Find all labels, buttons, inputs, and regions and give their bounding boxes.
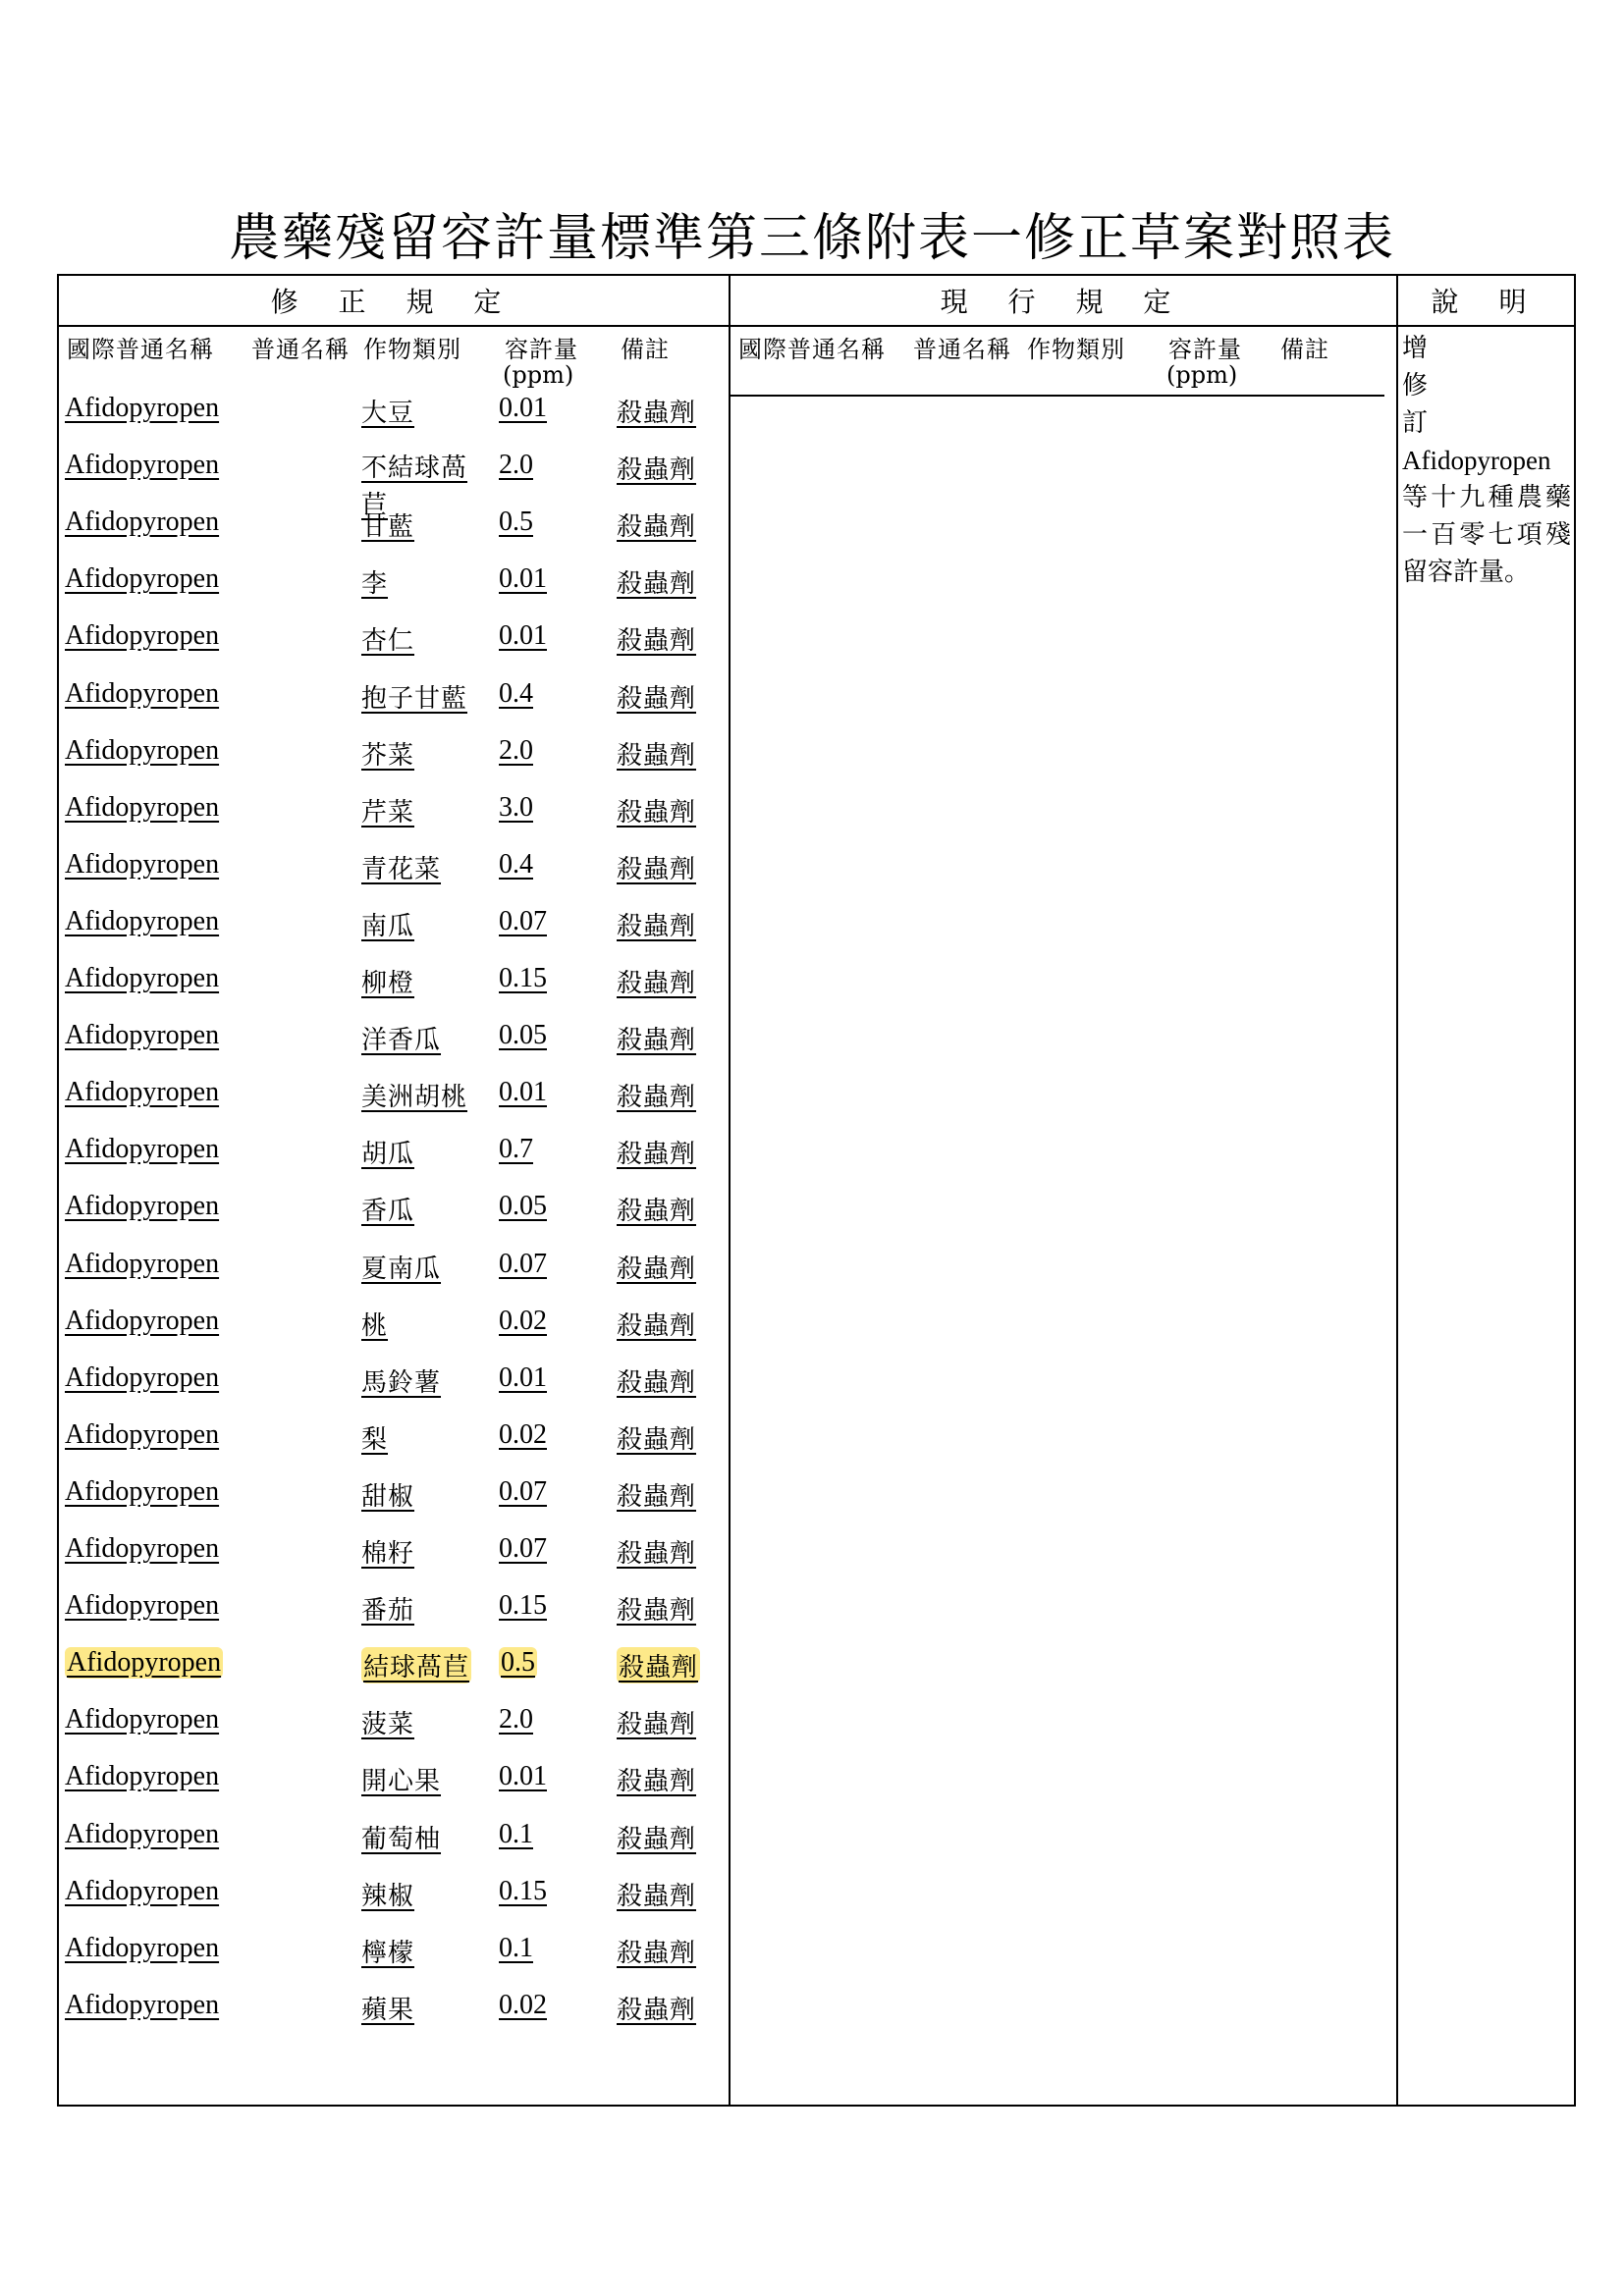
- tolerance-cell: 0.1: [499, 1818, 533, 1849]
- table-row: [0, 1191, 727, 1242]
- table-row: [0, 963, 727, 1014]
- current-columns-rule: [731, 395, 1384, 397]
- remarks-cell: 殺蟲劑: [617, 455, 697, 486]
- table-row: [0, 1077, 727, 1128]
- table-row: [0, 1362, 727, 1414]
- section-header-current: 現 行 規 定: [940, 286, 1187, 318]
- remarks-cell: 殺蟲劑: [617, 1824, 697, 1854]
- table-row: [0, 849, 727, 900]
- tolerance-cell: 0.1: [499, 1932, 533, 1963]
- intl-name-cell: Afidopyropen: [65, 1932, 220, 1963]
- tolerance-cell: 0.5: [499, 507, 533, 538]
- revised-col-common-name: 普通名稱: [251, 336, 350, 363]
- remarks-cell: 殺蟲劑: [617, 569, 697, 600]
- crop-category-cell: 芹菜: [361, 797, 415, 828]
- crop-category-cell: 梨: [361, 1424, 389, 1455]
- table-row: [0, 1533, 727, 1584]
- remarks-cell: 殺蟲劑: [617, 1140, 697, 1170]
- remarks-cell: 殺蟲劑: [617, 1881, 697, 1911]
- crop-category-cell: 芥菜: [361, 740, 415, 771]
- revised-col-remarks: 備註: [621, 336, 670, 363]
- remarks-cell: 殺蟲劑: [617, 1197, 697, 1227]
- crop-category-cell: 辣椒: [361, 1881, 415, 1911]
- table-row: [0, 1647, 727, 1698]
- crop-category-cell: 桃: [361, 1310, 389, 1341]
- tolerance-cell: 0.4: [499, 848, 533, 880]
- intl-name-cell: Afidopyropen: [65, 1362, 220, 1393]
- intl-name-cell: Afidopyropen: [65, 393, 220, 423]
- intl-name-cell: Afidopyropen: [65, 1191, 220, 1222]
- current-col-tolerance: 容許量: [1168, 336, 1242, 363]
- tolerance-cell: 0.01: [499, 393, 547, 423]
- intl-name-cell: Afidopyropen: [65, 848, 220, 880]
- intl-name-cell: Afidopyropen: [65, 563, 220, 595]
- crop-category-cell: 李: [361, 569, 389, 600]
- tolerance-cell: 0.07: [499, 1248, 547, 1279]
- remarks-cell: 殺蟲劑: [617, 399, 697, 428]
- remarks-cell: 殺蟲劑: [617, 1647, 700, 1683]
- tolerance-cell: 0.01: [499, 563, 547, 595]
- intl-name-cell: Afidopyropen: [65, 734, 220, 766]
- tolerance-cell: 0.02: [499, 1305, 547, 1336]
- intl-name-cell: Afidopyropen: [65, 905, 220, 936]
- remarks-cell: 殺蟲劑: [617, 512, 697, 543]
- intl-name-cell: Afidopyropen: [65, 1989, 220, 2020]
- table-row: [0, 678, 727, 729]
- intl-name-cell: Afidopyropen: [65, 677, 220, 709]
- intl-name-cell: Afidopyropen: [65, 791, 220, 823]
- table-row: [0, 1990, 727, 2041]
- tolerance-cell: 0.15: [499, 1590, 547, 1622]
- intl-name-cell: Afidopyropen: [65, 1418, 220, 1450]
- intl-name-cell: Afidopyropen: [65, 1704, 220, 1735]
- section-header-revised: 修 正 規 定: [270, 286, 517, 318]
- intl-name-cell: Afidopyropen: [65, 450, 220, 481]
- tolerance-cell: 0.4: [499, 677, 533, 709]
- crop-category-cell: 南瓜: [361, 911, 415, 941]
- tolerance-cell: 0.5: [501, 1647, 535, 1679]
- intl-name-cell: Afidopyropen: [65, 1305, 220, 1336]
- crop-category-cell: 蘋果: [361, 1995, 415, 2025]
- crop-category-cell: 葡萄柚: [361, 1824, 442, 1854]
- remarks-cell: 殺蟲劑: [617, 626, 697, 657]
- intl-name-cell: Afidopyropen: [65, 1761, 220, 1792]
- remarks-cell: 殺蟲劑: [617, 854, 697, 884]
- intl-name-cell: Afidopyropen: [65, 1590, 220, 1622]
- remarks-cell: 殺蟲劑: [617, 1995, 697, 2025]
- remarks-cell: 殺蟲劑: [617, 1710, 697, 1740]
- table-row: [0, 507, 727, 558]
- tolerance-cell: 0.15: [499, 1875, 547, 1906]
- remarks-cell: 殺蟲劑: [617, 1310, 697, 1341]
- table-row: [0, 1819, 727, 1870]
- crop-category-cell: 抱子甘藍: [361, 683, 468, 714]
- crop-category-cell: 結球萵苣: [361, 1647, 471, 1683]
- intl-name-cell: Afidopyropen: [65, 1875, 220, 1906]
- current-col-remarks: 備註: [1280, 336, 1329, 363]
- remarks-cell: 殺蟲劑: [617, 683, 697, 714]
- intl-name-cell: Afidopyropen: [65, 963, 220, 993]
- explanation-text: [1402, 330, 1571, 591]
- remarks-cell: 殺蟲劑: [617, 1424, 697, 1455]
- table-row: [0, 792, 727, 843]
- revised-col-crop-category: 作物類別: [363, 336, 461, 363]
- tolerance-cell: 0.07: [499, 905, 547, 936]
- intl-name-cell: Afidopyropen: [65, 1818, 220, 1849]
- column-divider-current-explanation: [1396, 274, 1398, 2107]
- current-col-tolerance-unit: (ppm): [1166, 361, 1238, 389]
- crop-category-cell: 柳橙: [361, 969, 415, 998]
- crop-category-cell: 夏南瓜: [361, 1254, 442, 1284]
- crop-category-cell: 青花菜: [361, 854, 442, 884]
- tolerance-cell: 0.15: [499, 963, 547, 993]
- crop-category-cell: 番茄: [361, 1596, 415, 1627]
- table-row: [0, 620, 727, 671]
- table-row: [0, 1306, 727, 1357]
- crop-category-cell: 甘藍: [361, 512, 415, 543]
- tolerance-cell: 0.05: [499, 1191, 547, 1222]
- tolerance-cell: 3.0: [499, 791, 533, 823]
- tolerance-cell: 0.01: [499, 620, 547, 652]
- tolerance-cell: 2.0: [499, 1704, 533, 1735]
- table-row: [0, 1020, 727, 1071]
- intl-name-cell: Afidopyropen: [65, 620, 220, 652]
- remarks-cell: 殺蟲劑: [617, 740, 697, 771]
- tolerance-cell: 0.01: [499, 1362, 547, 1393]
- tolerance-cell: 0.01: [499, 1077, 547, 1108]
- tolerance-cell: 0.07: [499, 1475, 547, 1507]
- revised-col-tolerance: 容許量: [505, 336, 578, 363]
- crop-category-cell: 馬鈴薯: [361, 1367, 442, 1398]
- crop-category-cell: 美洲胡桃: [361, 1083, 468, 1113]
- remarks-cell: 殺蟲劑: [617, 1481, 697, 1512]
- section-header-explanation: 說 明: [1431, 286, 1543, 318]
- tolerance-cell: 0.05: [499, 1020, 547, 1051]
- table-row: [0, 1704, 727, 1755]
- remarks-cell: 殺蟲劑: [617, 1767, 697, 1797]
- remarks-cell: 殺蟲劑: [617, 969, 697, 998]
- table-row: [0, 393, 727, 444]
- table-row: [0, 1134, 727, 1185]
- remarks-cell: 殺蟲劑: [617, 1596, 697, 1627]
- section-header-rule: [57, 325, 1576, 327]
- intl-name-cell: Afidopyropen: [65, 507, 220, 538]
- explanation-line-1: 增 修 訂: [1402, 334, 1466, 438]
- intl-name-cell: Afidopyropen: [65, 1248, 220, 1279]
- crop-category-cell: 開心果: [361, 1767, 442, 1797]
- table-row: [0, 735, 727, 786]
- remarks-cell: 殺蟲劑: [617, 1367, 697, 1398]
- intl-name-cell: Afidopyropen: [67, 1647, 222, 1679]
- crop-category-cell: 洋香瓜: [361, 1026, 442, 1056]
- remarks-cell: 殺蟲劑: [617, 1083, 697, 1113]
- crop-category-cell: 大豆: [361, 399, 415, 428]
- tolerance-cell: 0.02: [499, 1989, 547, 2020]
- table-row: [0, 1419, 727, 1470]
- revised-col-intl-name: 國際普通名稱: [67, 336, 214, 363]
- table-row: [0, 1876, 727, 1927]
- table-row: [0, 906, 727, 957]
- crop-category-cell: 不結球萵苣: [361, 454, 468, 521]
- tolerance-cell: 0.02: [499, 1418, 547, 1450]
- table-row: [0, 1933, 727, 1984]
- crop-category-cell: 檸檬: [361, 1938, 415, 1968]
- remarks-cell: 殺蟲劑: [617, 911, 697, 941]
- crop-category-cell: 甜椒: [361, 1481, 415, 1512]
- crop-category-cell: 菠菜: [361, 1710, 415, 1740]
- remarks-cell: 殺蟲劑: [617, 1254, 697, 1284]
- table-row: [0, 450, 727, 521]
- intl-name-cell: Afidopyropen: [65, 1134, 220, 1165]
- explanation-line-2: Afidopyropen: [1402, 446, 1551, 475]
- tolerance-cell: 2.0: [499, 734, 533, 766]
- intl-name-cell: Afidopyropen: [65, 1475, 220, 1507]
- intl-name-cell: Afidopyropen: [65, 1533, 220, 1564]
- crop-category-cell: 杏仁: [361, 626, 415, 657]
- table-row: [0, 1590, 727, 1641]
- tolerance-cell: 0.7: [499, 1134, 533, 1165]
- table-row: [0, 563, 727, 614]
- table-row: [0, 1761, 727, 1812]
- remarks-cell: 殺蟲劑: [617, 1938, 697, 1968]
- table-row: [0, 1249, 727, 1300]
- tolerance-cell: 2.0: [499, 450, 533, 481]
- table-row: [0, 1476, 727, 1527]
- remarks-cell: 殺蟲劑: [617, 1539, 697, 1569]
- column-divider-revised-current: [729, 274, 731, 2107]
- crop-category-cell: 胡瓜: [361, 1140, 415, 1170]
- remarks-cell: 殺蟲劑: [617, 1026, 697, 1056]
- crop-category-cell: 香瓜: [361, 1197, 415, 1227]
- crop-category-cell: 棉籽: [361, 1539, 415, 1569]
- current-col-common-name: 普通名稱: [913, 336, 1011, 363]
- page-title: 農藥殘留容許量標準第三條附表一修正草案對照表: [228, 209, 1395, 268]
- tolerance-cell: 0.07: [499, 1533, 547, 1564]
- remarks-cell: 殺蟲劑: [617, 797, 697, 828]
- intl-name-cell: Afidopyropen: [65, 1077, 220, 1108]
- intl-name-cell: Afidopyropen: [65, 1020, 220, 1051]
- current-col-crop-category: 作物類別: [1027, 336, 1125, 363]
- explanation-line-3: 等十九種農藥一百零七項殘留容許量。: [1402, 483, 1571, 587]
- current-col-intl-name: 國際普通名稱: [738, 336, 886, 363]
- tolerance-cell: 0.01: [499, 1761, 547, 1792]
- revised-col-tolerance-unit: (ppm): [503, 361, 574, 389]
